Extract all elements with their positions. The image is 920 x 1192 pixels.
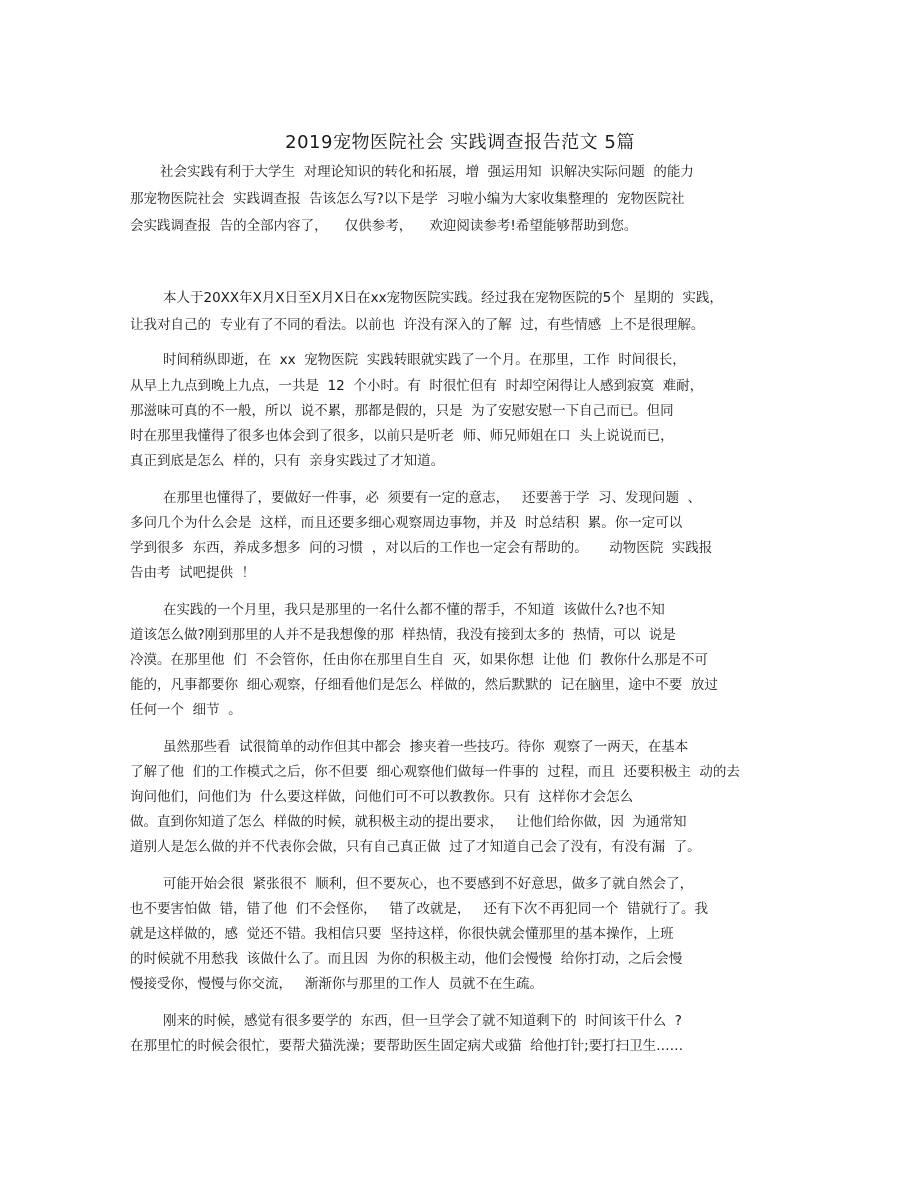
paragraph-line: 告由考 试吧提供 ！ (130, 565, 256, 581)
paragraph-line: 了解了他 们的工作模式之后，你不但要 细心观察他们做每一件事的 过程，而且 还要积极主 动的去 (130, 764, 740, 780)
intro-line: 社会实践有利于大学生 对理论知识的转化和拓展，增 强运用知 识解决实际问题 的能力 (160, 164, 694, 180)
paragraph-line: 在那里也懂得了，要做好一件事，必 须要有一定的意志， 还要善于学 习、发现问题 、 (163, 490, 702, 506)
paragraph-line: 多问几个为什么会是 这样，而且还要多细心观察周边事物，并及 时总结积 累。你一定可以 (130, 515, 683, 531)
paragraph-line: 做。直到你知道了怎么 样做的时候，就积极主动的提出要求， 让他们给你做，因 为通常知 (130, 814, 687, 830)
paragraph-line: 道别人是怎么做的并不代表你会做，只有自己真正做 过了才知道自己会了没有，有没有漏 了。 (130, 839, 701, 855)
paragraph-line: 时在那里我懂得了很多也体会到了很多，以前只是听老 师、师兄师姐在口 头上说说而已， (130, 428, 674, 444)
paragraph-line: 在那里忙的时候会很忙，要帮犬猫洗澡；要帮助医生固定病犬或猫 给他打针;要打扫卫生…… (130, 1038, 684, 1054)
paragraph-line: 冷漠。在那里他 们 不会管你，任由你在那里自生自 灭，如果你想 让他 们 教你什么那是不可 (130, 652, 708, 668)
paragraph-line: 时间稍纵即逝，在 xx 宠物医院 实践转眼就实践了一个月。在那里，工作 时间很长， (163, 352, 686, 368)
paragraph-line: 本人于20XX年X月X日至X月X日在xx宠物医院实践。经过我在宠物医院的5个 星期的 实践， (163, 290, 723, 306)
paragraph-line: 那滋味可真的不一般，所以 说不累，那都是假的，只是 为了安慰安慰一下自己而已。但同 (130, 403, 674, 419)
paragraph-line: 任何一个 细节 。 (130, 702, 242, 718)
paragraph-line: 让我对自己的 专业有了不同的看法。以前也 许没有深入的了解 过，有些情感 上不是很理解。 (130, 317, 705, 333)
paragraph-line: 虽然那些看 试很简单的动作但其中都会 掺夹着一些技巧。待你 观察了一两天，在基本 (163, 739, 689, 755)
paragraph-line: 真正到底是怎么 样的，只有 亲身实践过了才知道。 (130, 453, 445, 469)
paragraph-line: 从早上九点到晚上九点，一共是 12 个小时。有 时很忙但有 时却空闲得让人感到寂寞 难耐， (130, 378, 704, 394)
paragraph-line: 的时候就不用愁我 该做什么了。而且因 为你的积极主动，他们会慢慢 给你打动，之后会慢 (130, 951, 683, 967)
paragraph-line: 询问他们，问他们为 什么要这样做，问他们可不可以教教你。只有 这样你才会怎么 (130, 789, 634, 805)
paragraph-line: 刚来的时候，感觉有很多要学的 东西，但一旦学会了就不知道剩下的 时间该干什么 ? (163, 1013, 682, 1029)
paragraph-line: 也不要害怕做 错，错了他 们不会怪你， 错了改就是， 还有下次不再犯同一个 错就行了。我 (130, 901, 708, 917)
document-title: 2019宠物医院社会 实践调查报告范文 5篇 (285, 132, 635, 153)
paragraph-line: 可能开始会很 紧张很不 顺利，但不要灰心，也不要感到不好意思，做多了就自然会了， (163, 876, 694, 892)
paragraph-line: 能的，凡事都要你 细心观察，仔细看他们是怎么 样做的，然后默默的 记在脑里，途中不要 放过 (130, 677, 718, 693)
paragraph-line: 在实践的一个月里，我只是那里的一名什么都不懂的帮手，不知道 该做什么?也不知 (163, 602, 665, 618)
intro-line: 会实践调查报 告的全部内容了， 仅供参考， 欢迎阅读参考!希望能够帮助到您。 (130, 218, 638, 234)
intro-line: 那宠物医院社会 实践调查报 告该怎么写?以下是学 习啦小编为大家收集整理的 宠物医院社 (130, 191, 685, 207)
paragraph-line: 慢接受你，慢慢与你交流， 渐渐你与那里的工作人 员就不在生疏。 (130, 976, 543, 992)
paragraph-line: 就是这样做的，感 觉还不错。我相信只要 坚持这样，你很快就会懂那里的基本操作，上班 (130, 926, 674, 942)
paragraph-line: 道该怎么做?刚到那里的人并不是我想像的那 样热情，我没有接到太多的 热情，可以 说是 (130, 627, 676, 643)
paragraph-line: 学到很多 东西，养成多想多 问的习惯 ，对以后的工作也一定会有帮助的。 动物医院 实践报 (130, 540, 713, 556)
